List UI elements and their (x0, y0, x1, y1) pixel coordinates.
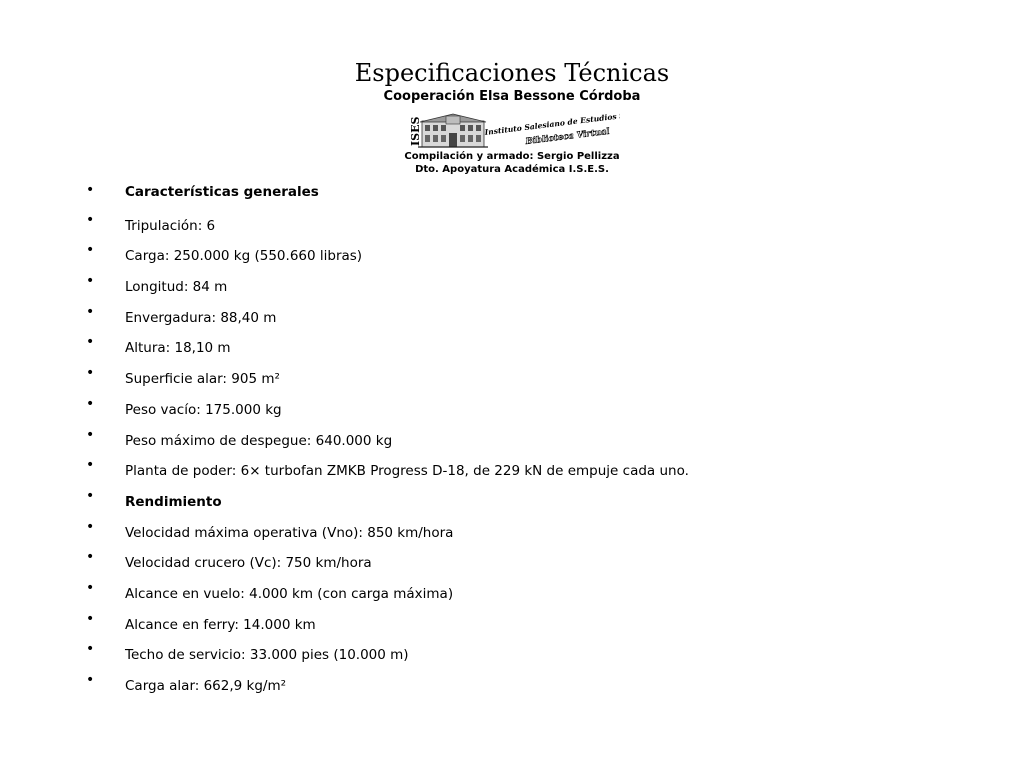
list-item (0, 458, 1024, 489)
bullet-icon: • (86, 610, 95, 627)
list-item (0, 489, 1024, 520)
list-item (0, 366, 1024, 397)
logo-acronym: ISES (409, 116, 422, 146)
spec-height: Altura: 18,10 m (125, 340, 231, 357)
list-item (0, 335, 1024, 366)
list-item (0, 550, 1024, 581)
bullet-icon: • (86, 457, 95, 474)
bullet-icon: • (86, 579, 95, 596)
list-item (0, 305, 1024, 336)
building-illustration (418, 114, 488, 147)
bullet-icon: • (86, 518, 95, 535)
spec-wing-area: Superficie alar: 905 m² (125, 371, 280, 388)
list-item (0, 213, 1024, 244)
logo-library-name: Biblioteca Virtual (525, 126, 611, 147)
spec-flight-range: Alcance en vuelo: 4.000 km (con carga máxima) (125, 585, 454, 602)
spec-length: Longitud: 84 m (125, 279, 228, 296)
bullet-icon: • (86, 672, 95, 688)
list-item (0, 581, 1024, 612)
spec-max-operating-speed: Velocidad máxima operativa (Vno): 850 km/hora (125, 524, 454, 541)
bullet-icon: • (86, 426, 95, 443)
spec-crew: Tripulación: 6 (125, 217, 216, 234)
list-item (0, 612, 1024, 643)
institute-logo (408, 113, 620, 151)
specifications-list (0, 182, 1024, 704)
spec-max-takeoff-weight: Peso máximo de despegue: 640.000 kg (125, 432, 393, 449)
bullet-icon: • (86, 182, 95, 198)
bullet-icon: • (86, 641, 95, 658)
credits-line-department: Dto. Apoyatura Académica I.S.E.S. (415, 164, 609, 175)
spec-cargo: Carga: 250.000 kg (550.660 libras) (125, 248, 363, 265)
spec-cruise-speed: Velocidad crucero (Vc): 750 km/hora (125, 555, 372, 572)
spec-ferry-range: Alcance en ferry: 14.000 km (125, 616, 316, 633)
bullet-icon: • (86, 487, 95, 504)
bullet-icon: • (86, 395, 95, 412)
list-item (0, 642, 1024, 673)
bullet-icon: • (86, 211, 95, 228)
credits-line-compilation: Compilación y armado: Sergio Pellizza (404, 151, 620, 162)
document-header (0, 58, 1024, 105)
list-item (0, 182, 1024, 213)
bullet-icon: • (86, 242, 95, 259)
spec-wingspan: Envergadura: 88,40 m (125, 309, 277, 326)
bullet-icon: • (86, 273, 95, 290)
page-subtitle: Cooperación Elsa Bessone Córdoba (383, 89, 641, 104)
bullet-icon: • (86, 365, 95, 382)
list-item (0, 673, 1024, 704)
list-item (0, 520, 1024, 551)
spec-wing-loading: Carga alar: 662,9 kg/m² (125, 678, 287, 694)
bullet-icon: • (86, 334, 95, 351)
spec-service-ceiling: Techo de servicio: 33.000 pies (10.000 m) (125, 647, 409, 664)
list-item (0, 397, 1024, 428)
list-item (0, 428, 1024, 459)
list-item (0, 274, 1024, 305)
logo-institution-name: Instituto Salesiano de Estudios (484, 113, 618, 137)
page-title: Especificaciones Técnicas (354, 59, 670, 87)
section-heading-general: Características generales (125, 184, 319, 200)
bullet-icon: • (86, 549, 95, 566)
list-item (0, 243, 1024, 274)
spec-empty-weight: Peso vacío: 175.000 kg (125, 401, 282, 418)
bullet-icon: • (86, 303, 95, 320)
institute-logo-image (408, 113, 620, 151)
section-heading-performance: Rendimiento (125, 493, 222, 510)
credits-block (0, 150, 1024, 176)
spec-powerplant: Planta de poder: 6× turbofan ZMKB Progress D-18, de 229 kN de empuje cada uno. (125, 463, 689, 480)
